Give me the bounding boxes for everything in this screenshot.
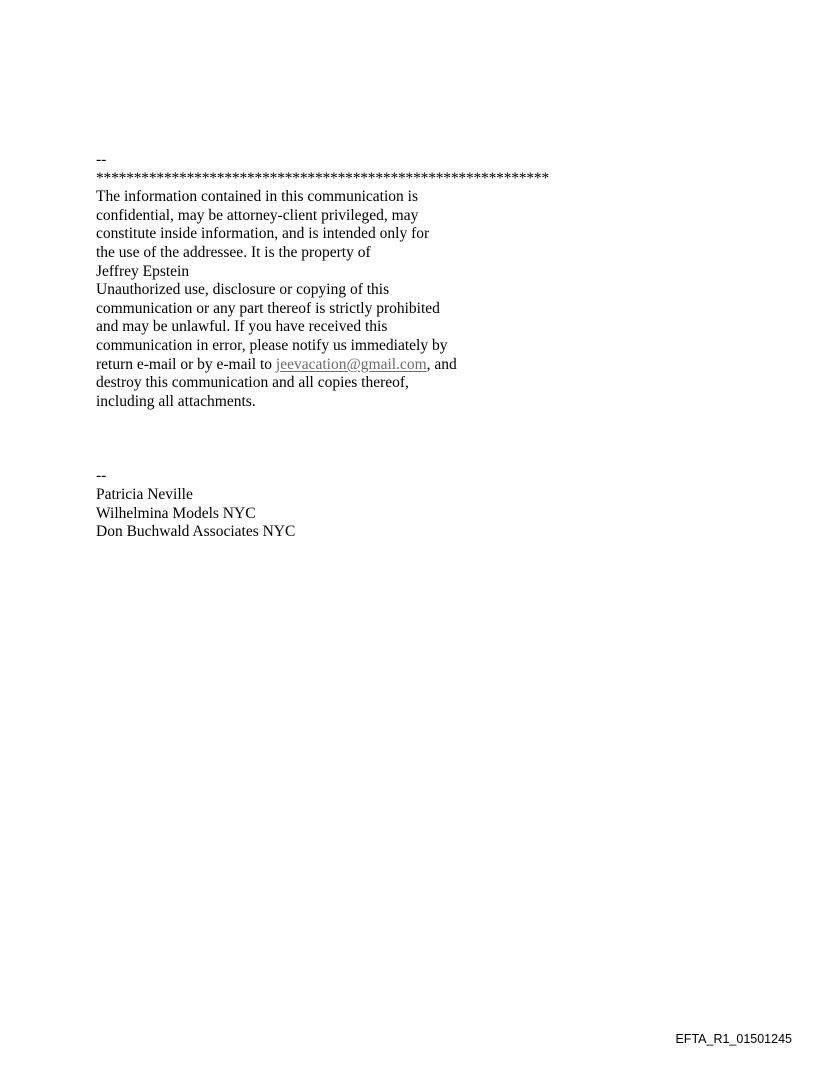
disclaimer-line: communication in error, please notify us immediately by xyxy=(96,336,448,354)
signature-agency-1: Wilhelmina Models NYC xyxy=(96,504,256,522)
return-line-suffix: , and xyxy=(426,355,457,373)
disclaimer-return-line xyxy=(96,356,696,375)
disclaimer-line: Jeffrey Epstein xyxy=(96,262,190,280)
disclaimer-line: Unauthorized use, disclosure or copying of this xyxy=(96,281,390,299)
separator-dashes: -- xyxy=(96,151,107,168)
signature-agency-2: Don Buchwald Associates NYC xyxy=(96,523,296,541)
disclaimer-line: and may be unlawful. If you have received this xyxy=(96,318,388,336)
confidentiality-disclaimer xyxy=(96,188,696,411)
return-line-prefix: return e-mail or by e-mail to xyxy=(96,355,276,373)
spacer xyxy=(96,411,696,467)
disclaimer-line: destroy this communication and all copies thereof, xyxy=(96,374,409,392)
document-id-stamp: EFTA_R1_01501245 xyxy=(675,1032,792,1046)
disclaimer-line: the use of the addressee. It is the property of xyxy=(96,243,371,261)
signature-block xyxy=(96,467,696,541)
asterisk-divider: ************************************************************ xyxy=(96,169,550,187)
disclaimer-line: constitute inside information, and is intended only for xyxy=(96,225,430,243)
email-body xyxy=(96,151,696,542)
signature-separator: -- xyxy=(96,467,107,485)
email-link[interactable]: jeevacation@gmail.com xyxy=(275,355,427,373)
disclaimer-line: communication or any part thereof is strictly prohibited xyxy=(96,299,440,317)
disclaimer-line: including all attachments. xyxy=(96,392,256,410)
disclaimer-line: confidential, may be attorney-client privileged, may xyxy=(96,206,419,224)
signature-name: Patricia Neville xyxy=(96,485,193,503)
disclaimer-line: The information contained in this communication is xyxy=(96,188,418,206)
